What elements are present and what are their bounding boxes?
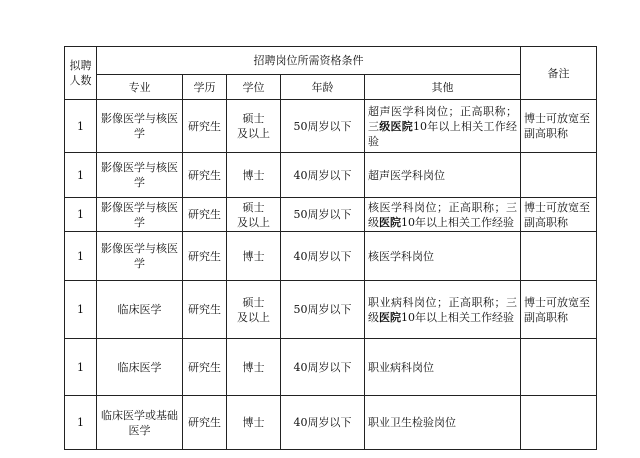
remark-cell: [521, 396, 597, 450]
other-cell: [365, 396, 521, 450]
major-header: 专业: [97, 75, 183, 100]
degree-cell: 硕士 及以上: [227, 100, 281, 153]
other-text: 职业卫生检验岗位: [368, 416, 456, 429]
table-row: [65, 100, 597, 153]
other-text: 10年以上相关工作经验: [368, 119, 517, 148]
other-text-bold: 医院: [379, 310, 401, 324]
remark-cell: 博士可放宽至副高职称: [521, 198, 597, 232]
other-cell: [365, 232, 521, 281]
count-cell: 1: [65, 100, 97, 153]
age-cell: 40周岁以下: [281, 232, 365, 281]
age-cell: 50周岁以下: [281, 100, 365, 153]
count-cell: 1: [65, 232, 97, 281]
education-cell: 研究生: [183, 281, 227, 339]
table-row: [65, 396, 597, 450]
remark-cell: [521, 153, 597, 198]
degree-cell: 硕士 及以上: [227, 198, 281, 232]
other-header: 其他: [365, 75, 521, 100]
education-cell: 研究生: [183, 339, 227, 396]
table-row: [65, 232, 597, 281]
remark-cell: 博士可放宽至副高职称: [521, 281, 597, 339]
count-cell: 1: [65, 281, 97, 339]
major-cell: 临床医学: [97, 339, 183, 396]
other-text: 核医学科岗位；正高职称；三级: [368, 200, 517, 229]
age-header: 年龄: [281, 75, 365, 100]
major-cell: 影像医学与核医学: [97, 232, 183, 281]
other-cell: [365, 281, 521, 339]
other-text: 10年以上相关工作经验: [401, 310, 514, 324]
degree-cell: 博士: [227, 153, 281, 198]
other-text: 超声医学科岗位: [368, 168, 445, 182]
count-cell: 1: [65, 396, 97, 450]
age-cell: 40周岁以下: [281, 153, 365, 198]
table-row: [65, 281, 597, 339]
remark-cell: 博士可放宽至副高职称: [521, 100, 597, 153]
other-text: 超声医学科岗位；正高职称；三: [368, 104, 517, 133]
other-text: 职业病科岗位: [368, 360, 434, 374]
degree-cell: 博士: [227, 232, 281, 281]
other-cell: [365, 100, 521, 153]
conditions-header: 招聘岗位所需资格条件: [97, 47, 521, 75]
count-cell: 1: [65, 198, 97, 232]
education-cell: 研究生: [183, 153, 227, 198]
age-cell: 40周岁以下: [281, 396, 365, 450]
other-cell: [365, 198, 521, 232]
other-text-bold: 医院: [379, 215, 401, 229]
major-cell: 临床医学或基础医学: [97, 396, 183, 450]
remark-cell: [521, 232, 597, 281]
education-cell: 研究生: [183, 396, 227, 450]
remark-header: 备注: [521, 47, 597, 100]
education-cell: 研究生: [183, 100, 227, 153]
degree-cell: 博士: [227, 396, 281, 450]
count-header: 拟聘 人数: [65, 47, 97, 100]
count-cell: 1: [65, 339, 97, 396]
table-row: [65, 198, 597, 232]
recruitment-table: [64, 46, 597, 450]
other-text: 10年以上相关工作经验: [401, 215, 514, 229]
age-cell: 50周岁以下: [281, 198, 365, 232]
subheader-row: [65, 75, 597, 100]
major-cell: 影像医学与核医学: [97, 153, 183, 198]
degree-cell: 博士: [227, 339, 281, 396]
count-cell: 1: [65, 153, 97, 198]
age-cell: 50周岁以下: [281, 281, 365, 339]
degree-header: 学位: [227, 75, 281, 100]
age-cell: 40周岁以下: [281, 339, 365, 396]
other-cell: [365, 153, 521, 198]
other-text-bold: 级医院: [379, 119, 413, 133]
degree-cell: 硕士 及以上: [227, 281, 281, 339]
other-text: 核医学科岗位: [368, 249, 434, 263]
other-text: 职业病科岗位；正高职称；三级: [368, 295, 517, 324]
education-cell: 研究生: [183, 198, 227, 232]
table-row: [65, 153, 597, 198]
other-cell: [365, 339, 521, 396]
education-header: 学历: [183, 75, 227, 100]
education-cell: 研究生: [183, 232, 227, 281]
major-cell: 影像医学与核医学: [97, 198, 183, 232]
major-cell: 临床医学: [97, 281, 183, 339]
table-row: [65, 339, 597, 396]
major-cell: 影像医学与核医学: [97, 100, 183, 153]
remark-cell: [521, 339, 597, 396]
header-row: [65, 47, 597, 75]
